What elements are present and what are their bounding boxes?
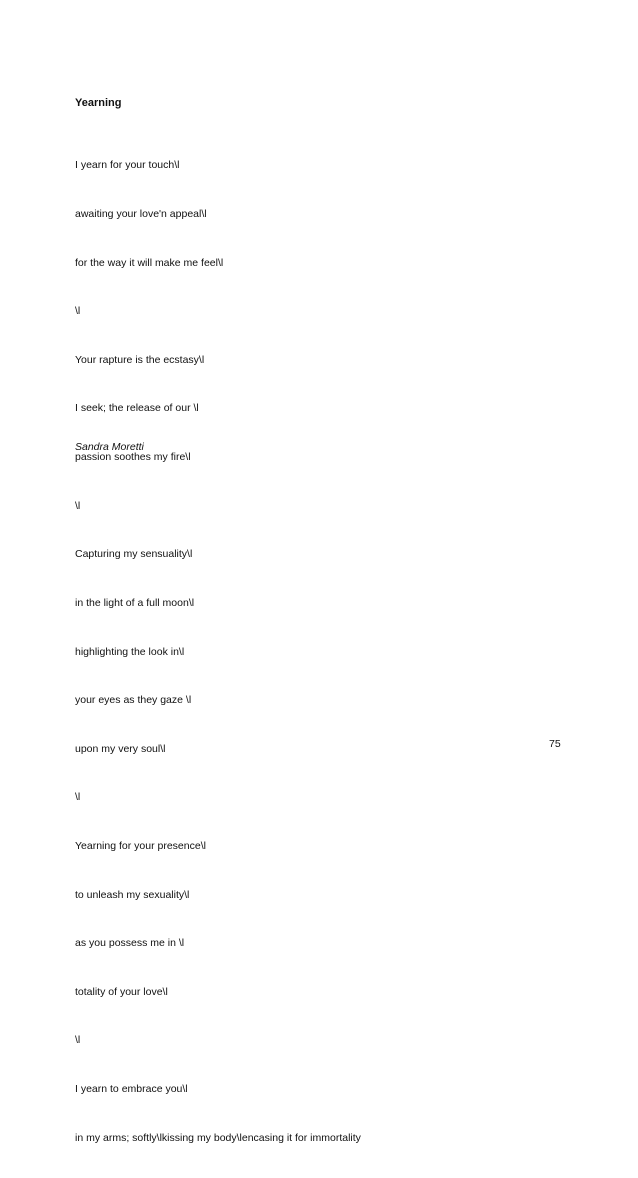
poem-line: \l	[75, 1034, 81, 1047]
poem-line: upon my very soul\l	[75, 742, 166, 755]
poem-line: for the way it will make me feel\l	[75, 256, 224, 269]
poem-line: Your rapture is the ecstasy\l	[75, 353, 205, 366]
poem-line: passion soothes my fire\l	[75, 451, 191, 464]
poem-line: \l	[75, 305, 81, 318]
poem-line: to unleash my sexuality\l	[75, 888, 190, 901]
page-number: 75	[549, 738, 561, 750]
poem-line: I seek; the release of our \l	[75, 402, 199, 415]
poem-line: in my arms; softly\lkissing my body\lencasing it for immortality	[75, 1131, 361, 1144]
poem-line: Capturing my sensuality\l	[75, 548, 193, 561]
poem-line: I yearn for your touch\l	[75, 159, 180, 172]
poem-line: \l	[75, 791, 81, 804]
poem-line: I yearn to embrace you\l	[75, 1082, 188, 1095]
poem-line: \l	[75, 499, 81, 512]
author-name: Sandra Moretti	[75, 441, 144, 453]
poem-title: Yearning	[75, 97, 122, 109]
poem-line: Yearning for your presence\l	[75, 839, 206, 852]
poem-line: highlighting the look in\l	[75, 645, 185, 658]
poem-line: awaiting your love'n appeal\l	[75, 208, 207, 221]
poem-line: as you possess me in \l	[75, 937, 185, 950]
poem-line: your eyes as they gaze \l	[75, 694, 192, 707]
poem-line: totality of your love\l	[75, 985, 168, 998]
poem-line: in the light of a full moon\l	[75, 596, 195, 609]
poem-body	[75, 125, 361, 1178]
